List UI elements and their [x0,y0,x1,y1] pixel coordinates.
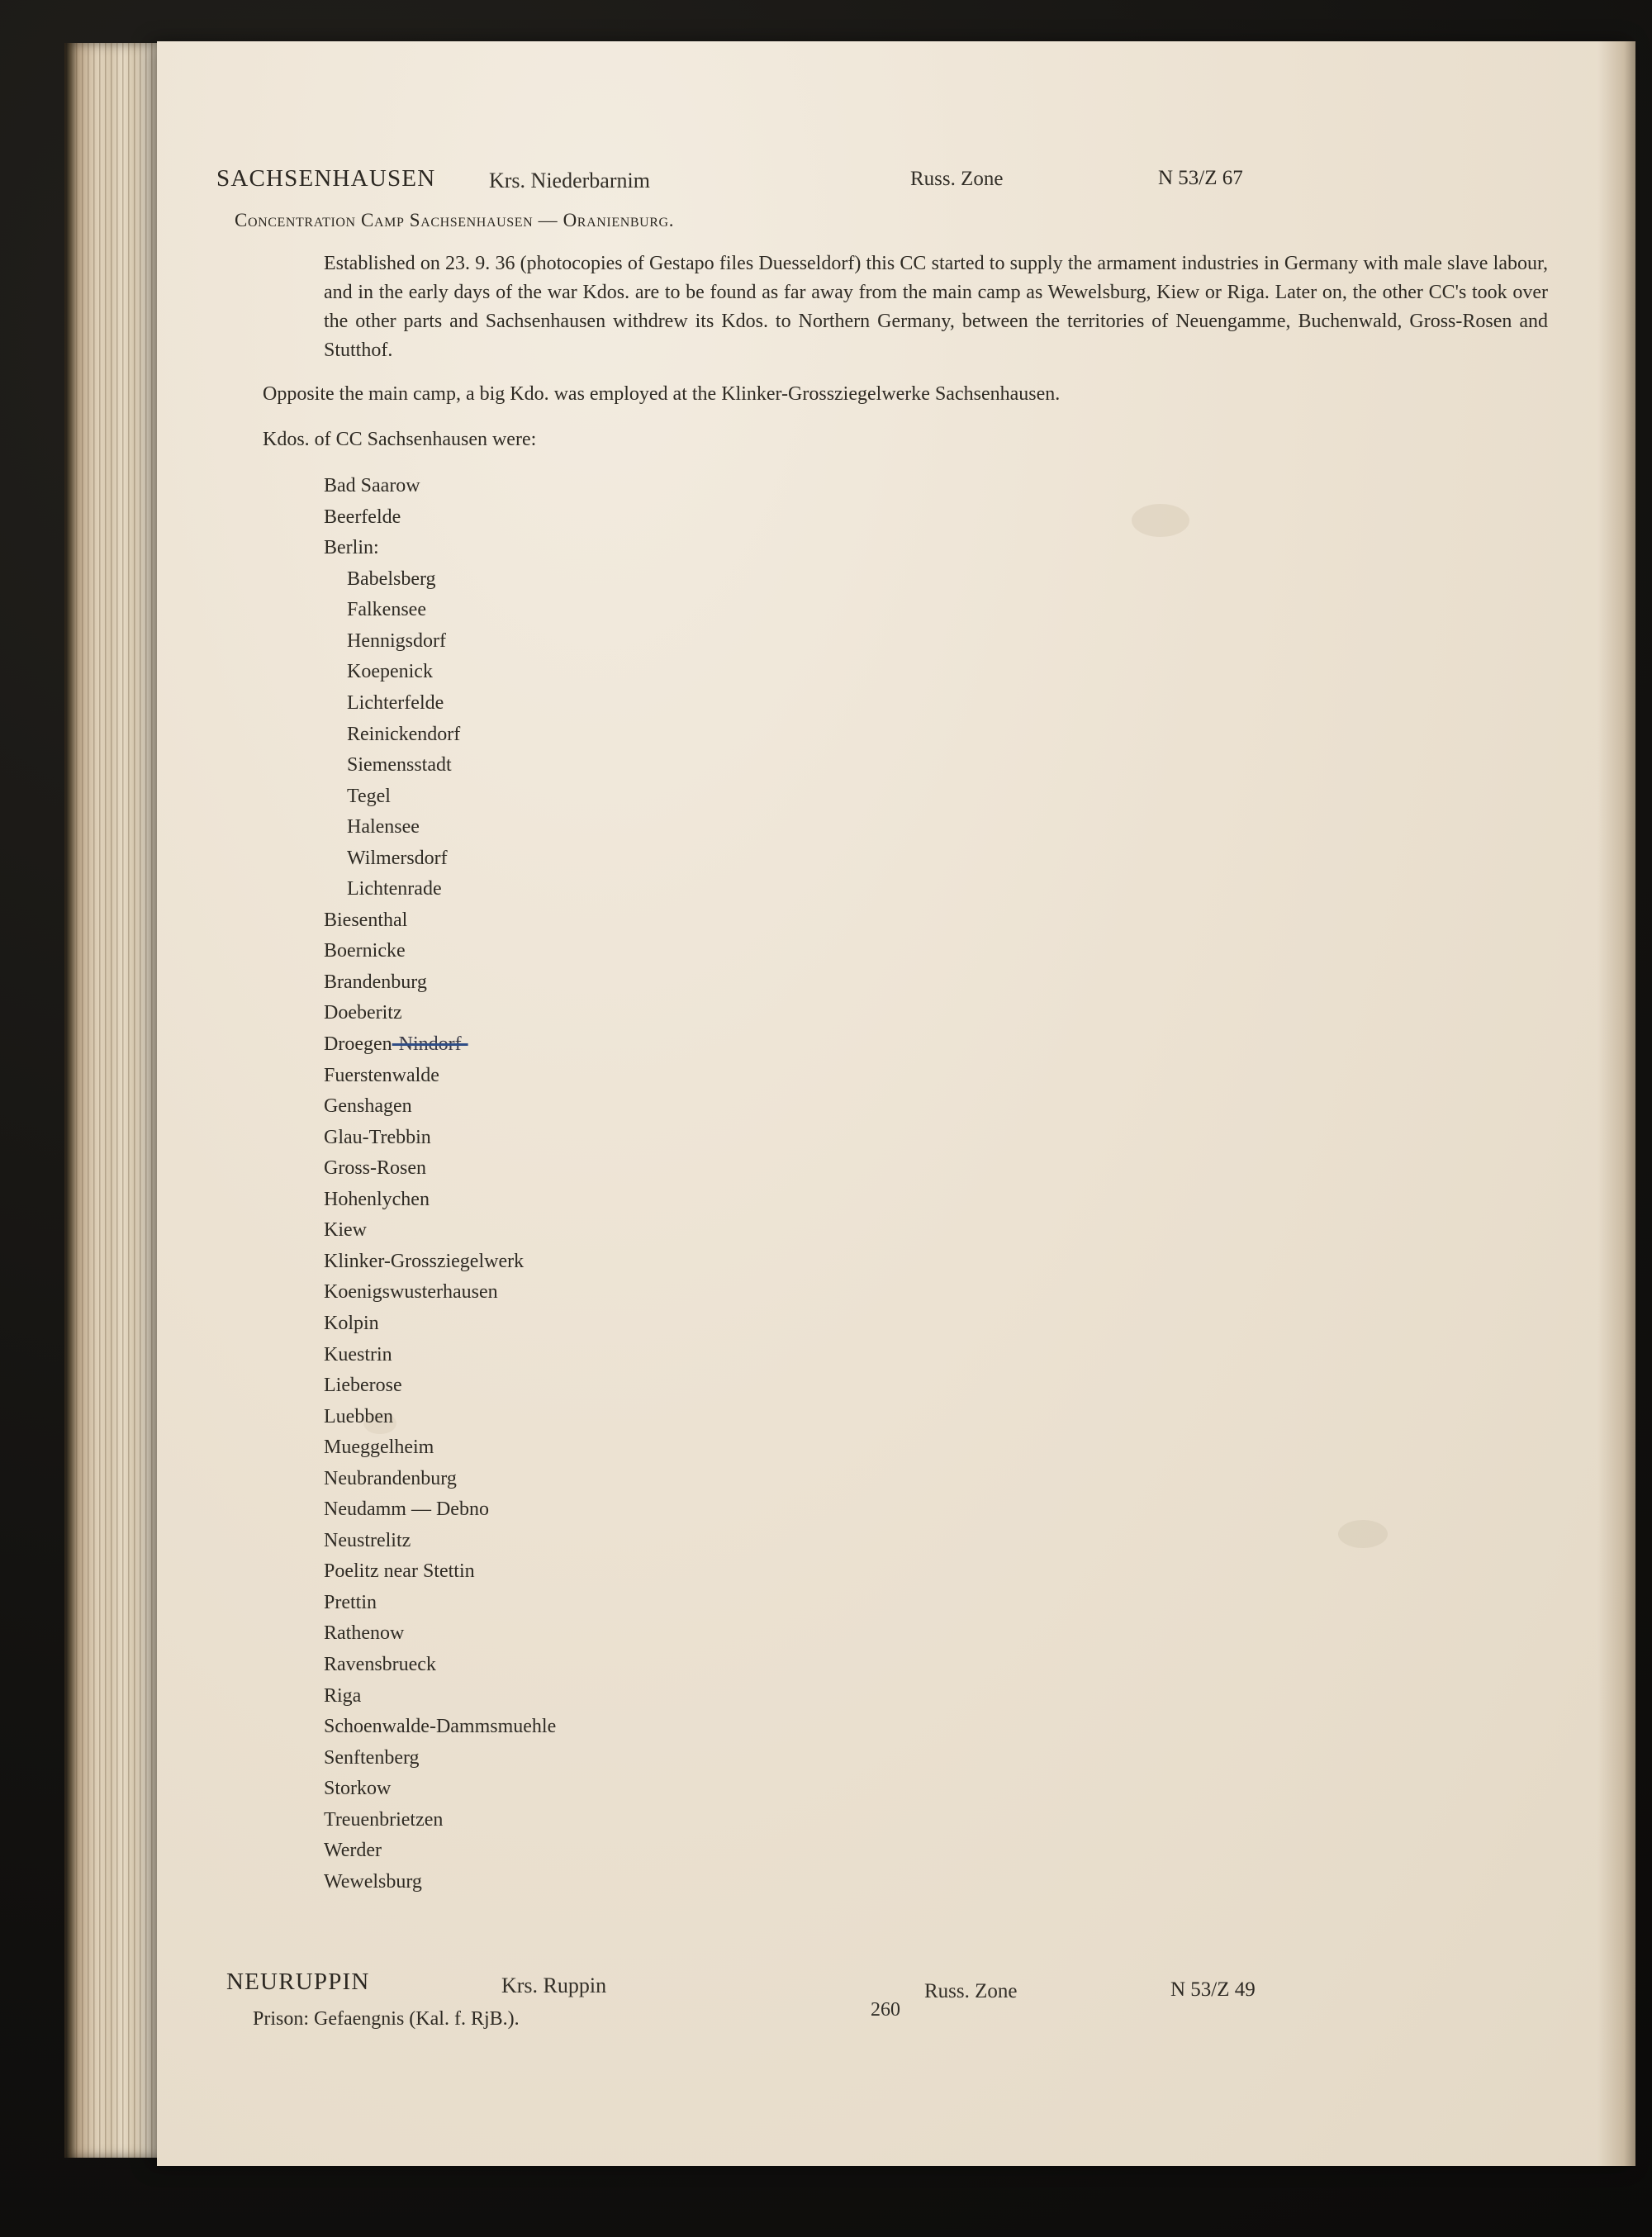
kdo-name: Glau-Trebbin [324,1126,431,1148]
kdo-list-item [324,720,1555,751]
kdo-list-item [324,843,1555,875]
kdo-name: Bad Saarow [324,475,420,497]
kdo-list-item [324,1185,1555,1216]
kdo-name: Treuenbrietzen [324,1808,444,1831]
kdo-list-item [324,1774,1555,1805]
kdo-name: Schoenwalde-Dammsmuehle [324,1716,557,1738]
kdo-name: Siemensstadt [347,754,452,777]
kdo-name: Lichterfelde [347,692,444,715]
kdo-list-item [324,688,1555,720]
kdo-list-item [324,1743,1555,1774]
kdo-list-item [324,874,1555,905]
kdo-name: Fuerstenwalde [324,1064,439,1086]
paragraph-history: Established on 23. 9. 36 (photocopies of Gestapo files Duesseldorf) this CC started to supply the armament industries in Germany with male slave labour, and in the early days of the war Kdos. are to be found as far away from the main camp as Wewelsburg, Kiew or Riga. Later on, the other CC's took over the other parts and Sachsenhausen withdrew its Kdos. to Northern Germany, between the territories of Neuengamme, Buchenwald, Gross-Rosen and Stutthof. [324,253,1548,362]
kdo-list-item [324,1277,1555,1308]
kdo-list-item [324,812,1555,843]
kdo-list-item [324,1308,1555,1340]
kdo-name: Neudamm — Debno [324,1498,489,1521]
district-label-secondary: Krs. Ruppin [501,1973,607,1998]
kdo-list-item [324,1650,1555,1681]
kdo-name: Gross-Rosen [324,1157,426,1180]
kdo-list-item [324,936,1555,967]
kdo-list-item [324,905,1555,937]
kdo-list-item [324,1494,1555,1526]
zone-label: Russ. Zone [910,168,1004,190]
kdo-name: Doeberitz [324,1002,402,1024]
kdo-name: Prettin [324,1591,377,1613]
kdo-name: Kolpin [324,1312,379,1334]
kdo-name: Senftenberg [324,1746,420,1769]
kdo-name: Reinickendorf [347,723,461,745]
kdo-name: Poelitz near Stettin [324,1560,475,1583]
zone-label-secondary: Russ. Zone [924,1980,1018,2003]
kdo-list-item [324,1061,1555,1092]
kdo-list-item [324,502,1555,534]
kdo-list-item [324,1370,1555,1402]
kdo-list-item [324,781,1555,813]
kdo-list-item [324,998,1555,1029]
kdo-name: Lichtenrade [347,878,442,900]
kdo-name: Riga [324,1684,362,1707]
kdo-name: Rathenow [324,1622,405,1645]
page-content [216,165,1555,2051]
kdo-list-item [324,1153,1555,1185]
kdo-name: Koepenick [347,661,433,683]
kdo-list-item [324,1712,1555,1743]
reference-code-secondary: N 53/Z 49 [1170,1978,1256,2002]
entry-subheading: Concentration Camp Sachsenhausen — Oranienburg. [235,210,675,230]
kdo-list-item [324,1681,1555,1712]
kdo-name: Hennigsdorf [347,629,446,652]
kdo-list-item [324,564,1555,596]
kdo-name: Wewelsburg [324,1870,422,1893]
kdo-name: Luebben [324,1405,393,1427]
kdo-name: Berlin: [324,537,379,559]
kdo-name: Halensee [347,816,420,838]
kdo-name: Babelsberg [347,568,436,590]
kdo-name: Genshagen [324,1095,412,1118]
kdo-name: Beerfelde [324,506,401,528]
kdo-list-item [324,1247,1555,1278]
paragraph-kdos-intro: Kdos. of CC Sachsenhausen were: [263,429,537,451]
kdo-name: Kuestrin [324,1343,392,1365]
kdo-list-item [324,1029,1555,1061]
kdos-list [324,471,1555,1897]
kdo-list-item [324,1402,1555,1433]
kdo-name: Werder [324,1840,382,1862]
kdo-name: Klinker-Grossziegelwerk [324,1250,525,1272]
reference-code: N 53/Z 67 [1158,167,1243,189]
kdo-list-item [324,1618,1555,1650]
kdo-name: Neubrandenburg [324,1467,457,1489]
kdo-list-item [324,1091,1555,1123]
kdo-name: Biesenthal [324,909,408,931]
kdo-name: Ravensbrueck [324,1653,436,1675]
kdo-list-item [324,1526,1555,1557]
kdo-name: Brandenburg [324,971,427,993]
kdo-list-item [324,1836,1555,1867]
kdo-list-item [324,657,1555,688]
kdo-list-item [324,1805,1555,1836]
kdo-name: Wilmersdorf [347,847,448,869]
kdo-list-item [324,1556,1555,1588]
page-number: 260 [871,1999,900,2021]
kdo-list-item [324,626,1555,658]
entry-header-sachsenhausen [216,165,1555,202]
kdo-name: Falkensee [347,599,426,621]
kdo-list-item [324,967,1555,999]
kdo-list-item [324,471,1555,502]
kdo-name: Boernicke [324,940,406,962]
kdo-name: Lieberose [324,1375,402,1397]
page-title: SACHSENHAUSEN [216,165,436,192]
kdo-name: Droegen [324,1033,392,1056]
prison-detail: Prison: Gefaengnis (Kal. f. RjB.). [253,2008,520,2030]
kdo-name: Tegel [347,785,391,807]
kdo-list-item [324,1867,1555,1898]
paragraph-klinker: Opposite the main camp, a big Kdo. was employed at the Klinker-Grossziegelwerke Sachsenhausen. [263,383,1061,406]
kdo-list-item [324,1464,1555,1495]
kdo-name: Koenigswusterhausen [324,1281,498,1304]
kdo-name: Hohenlychen [324,1188,430,1210]
book-page-edges [64,43,164,2158]
kdo-name: Kiew [324,1219,367,1242]
kdo-list-item [324,1588,1555,1619]
kdo-name: Mueggelheim [324,1437,434,1459]
kdo-name: Neustrelitz [324,1529,411,1551]
page-title-secondary: NEURUPPIN [226,1969,370,1996]
district-label: Krs. Niederbarnim [489,169,650,192]
kdo-list-item [324,533,1555,564]
kdo-list-item [324,1123,1555,1154]
book-page [157,41,1635,2166]
kdo-list-item [324,595,1555,626]
struck-through-annotation: -Nindorf- [392,1033,468,1056]
kdo-list-item [324,1432,1555,1464]
kdo-list-item [324,1215,1555,1247]
kdo-list-item [324,750,1555,781]
kdo-name: Storkow [324,1778,392,1800]
kdo-list-item [324,1340,1555,1371]
